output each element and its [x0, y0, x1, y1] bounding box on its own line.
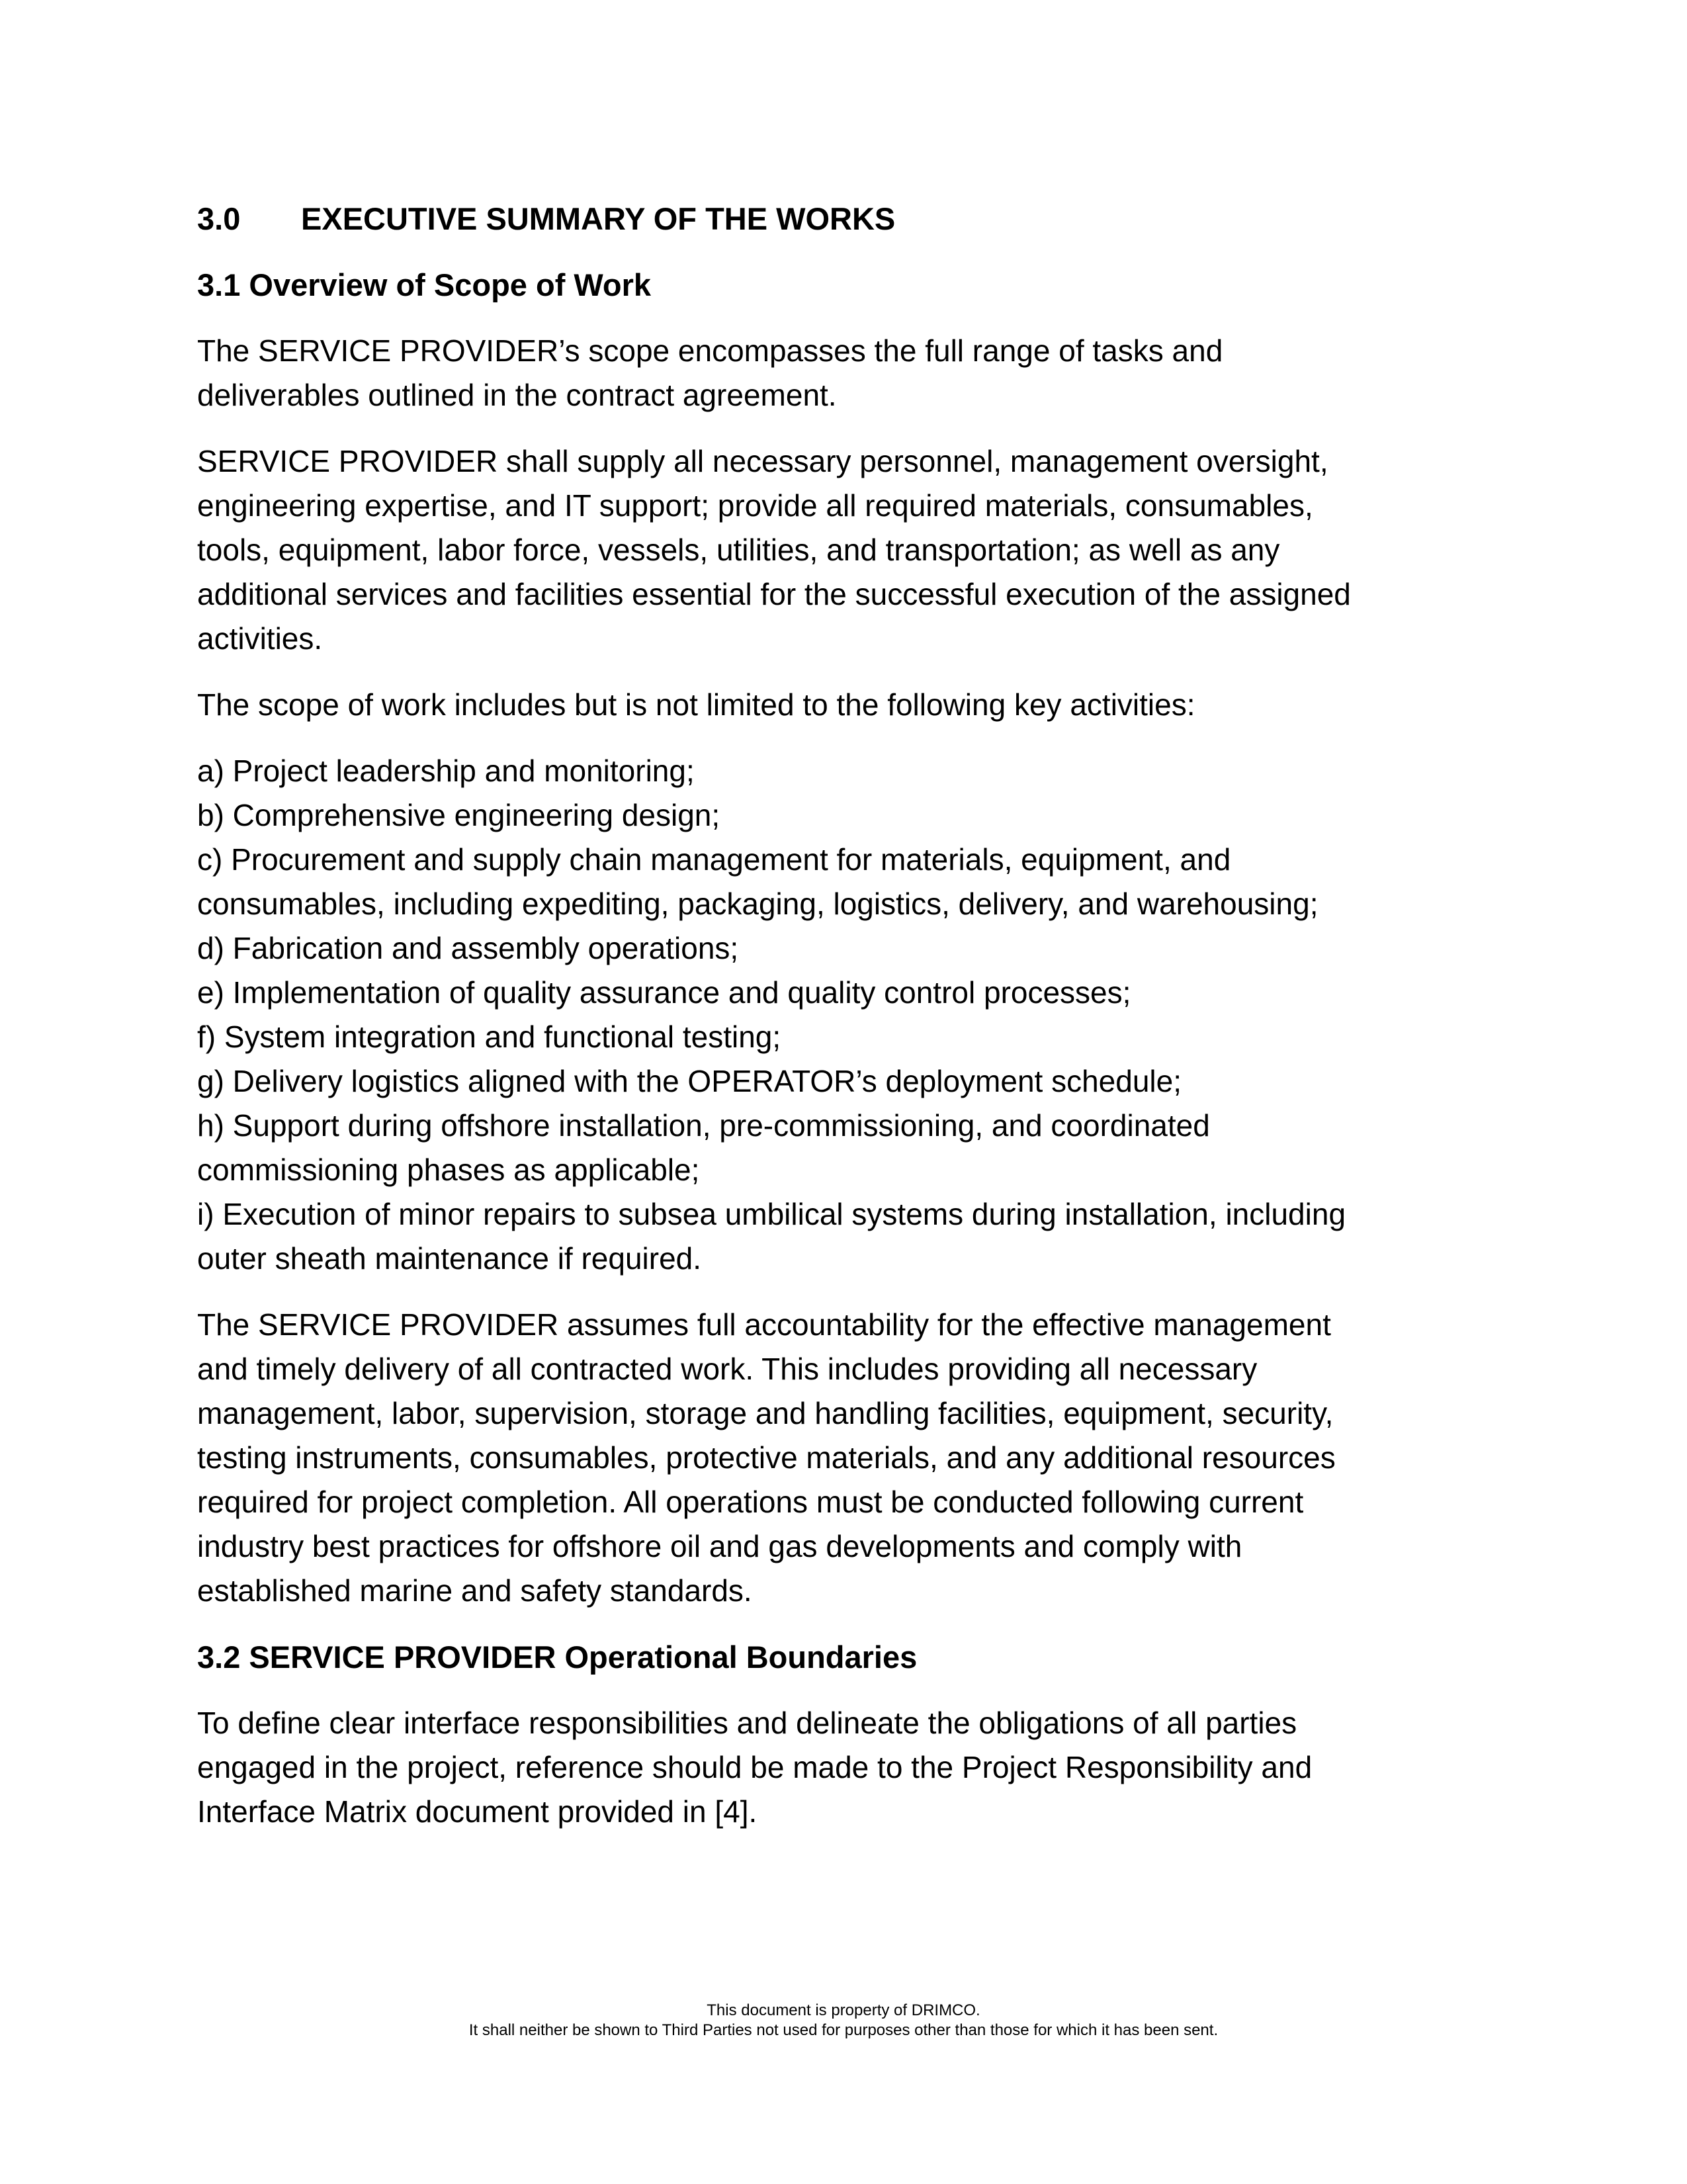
activities-list: a) Project leadership and monitoring; b) Comprehensive engineering design; c) Procurement and supply chain management for materials, equipment, and consumables, including expediting, packaging, logistics, delivery, and warehousing; d) Fabrication and assembly operations; e) Implementation of quality assurance and quality control processes; f) System integration and functional testing; g) Delivery logistics aligned with the OPERATOR’s deployment schedule; h) Support during offshore installation, pre-commissioning, and coordinated commissioning phases as applicable; i) Execution of minor repairs to subsea umbilical systems during installation, including outer sheath maintenance if required.: [197, 754, 1346, 1276]
document-body: [197, 197, 1491, 1856]
heading-3-0-title: EXECUTIVE SUMMARY OF THE WORKS: [301, 201, 896, 236]
footer-line-1: This document is property of DRIMCO.: [707, 2001, 980, 2019]
para-accountability: The SERVICE PROVIDER assumes full accountability for the effective management and timely delivery of all contracted work. This includes providing all necessary management, labor, supervision, storage and handling facilities, equipment, security, testing instruments, consumables, protective materials, and any additional resources required for project completion. All operations must be conducted following current industry best practices for offshore oil and gas developments and comply with established marine and safety standards.: [197, 1307, 1336, 1608]
heading-3-2: 3.2 SERVICE PROVIDER Operational Boundaries: [197, 1639, 918, 1675]
para-boundaries: To define clear interface responsibilities and delineate the obligations of all parties engaged in the project, reference should be made to the Project Responsibility and Interface Matrix document provided in [4].: [197, 1706, 1313, 1829]
heading-3-1: 3.1 Overview of Scope of Work: [197, 267, 652, 302]
para-supply: SERVICE PROVIDER shall supply all necessary personnel, management oversight, engineering expertise, and IT support; provide all required materials, consumables, tools, equipment, labor force, vessels, utilities, and transportation; as well as any additional services and facilities essential for the successful execution of the assigned activities.: [197, 444, 1351, 656]
page-footer: [0, 2001, 1687, 2040]
heading-3-0-number: 3.0: [197, 201, 241, 236]
para-scope-overview: The SERVICE PROVIDER’s scope encompasses the full range of tasks and deliverables outlined in the contract agreement.: [197, 333, 1223, 412]
heading-3-0: [197, 197, 1491, 241]
para-scope-intro: The scope of work includes but is not limited to the following key activities:: [197, 687, 1195, 722]
footer-line-2: It shall neither be shown to Third Parties not used for purposes other than those for which it has been sent.: [468, 2021, 1219, 2039]
